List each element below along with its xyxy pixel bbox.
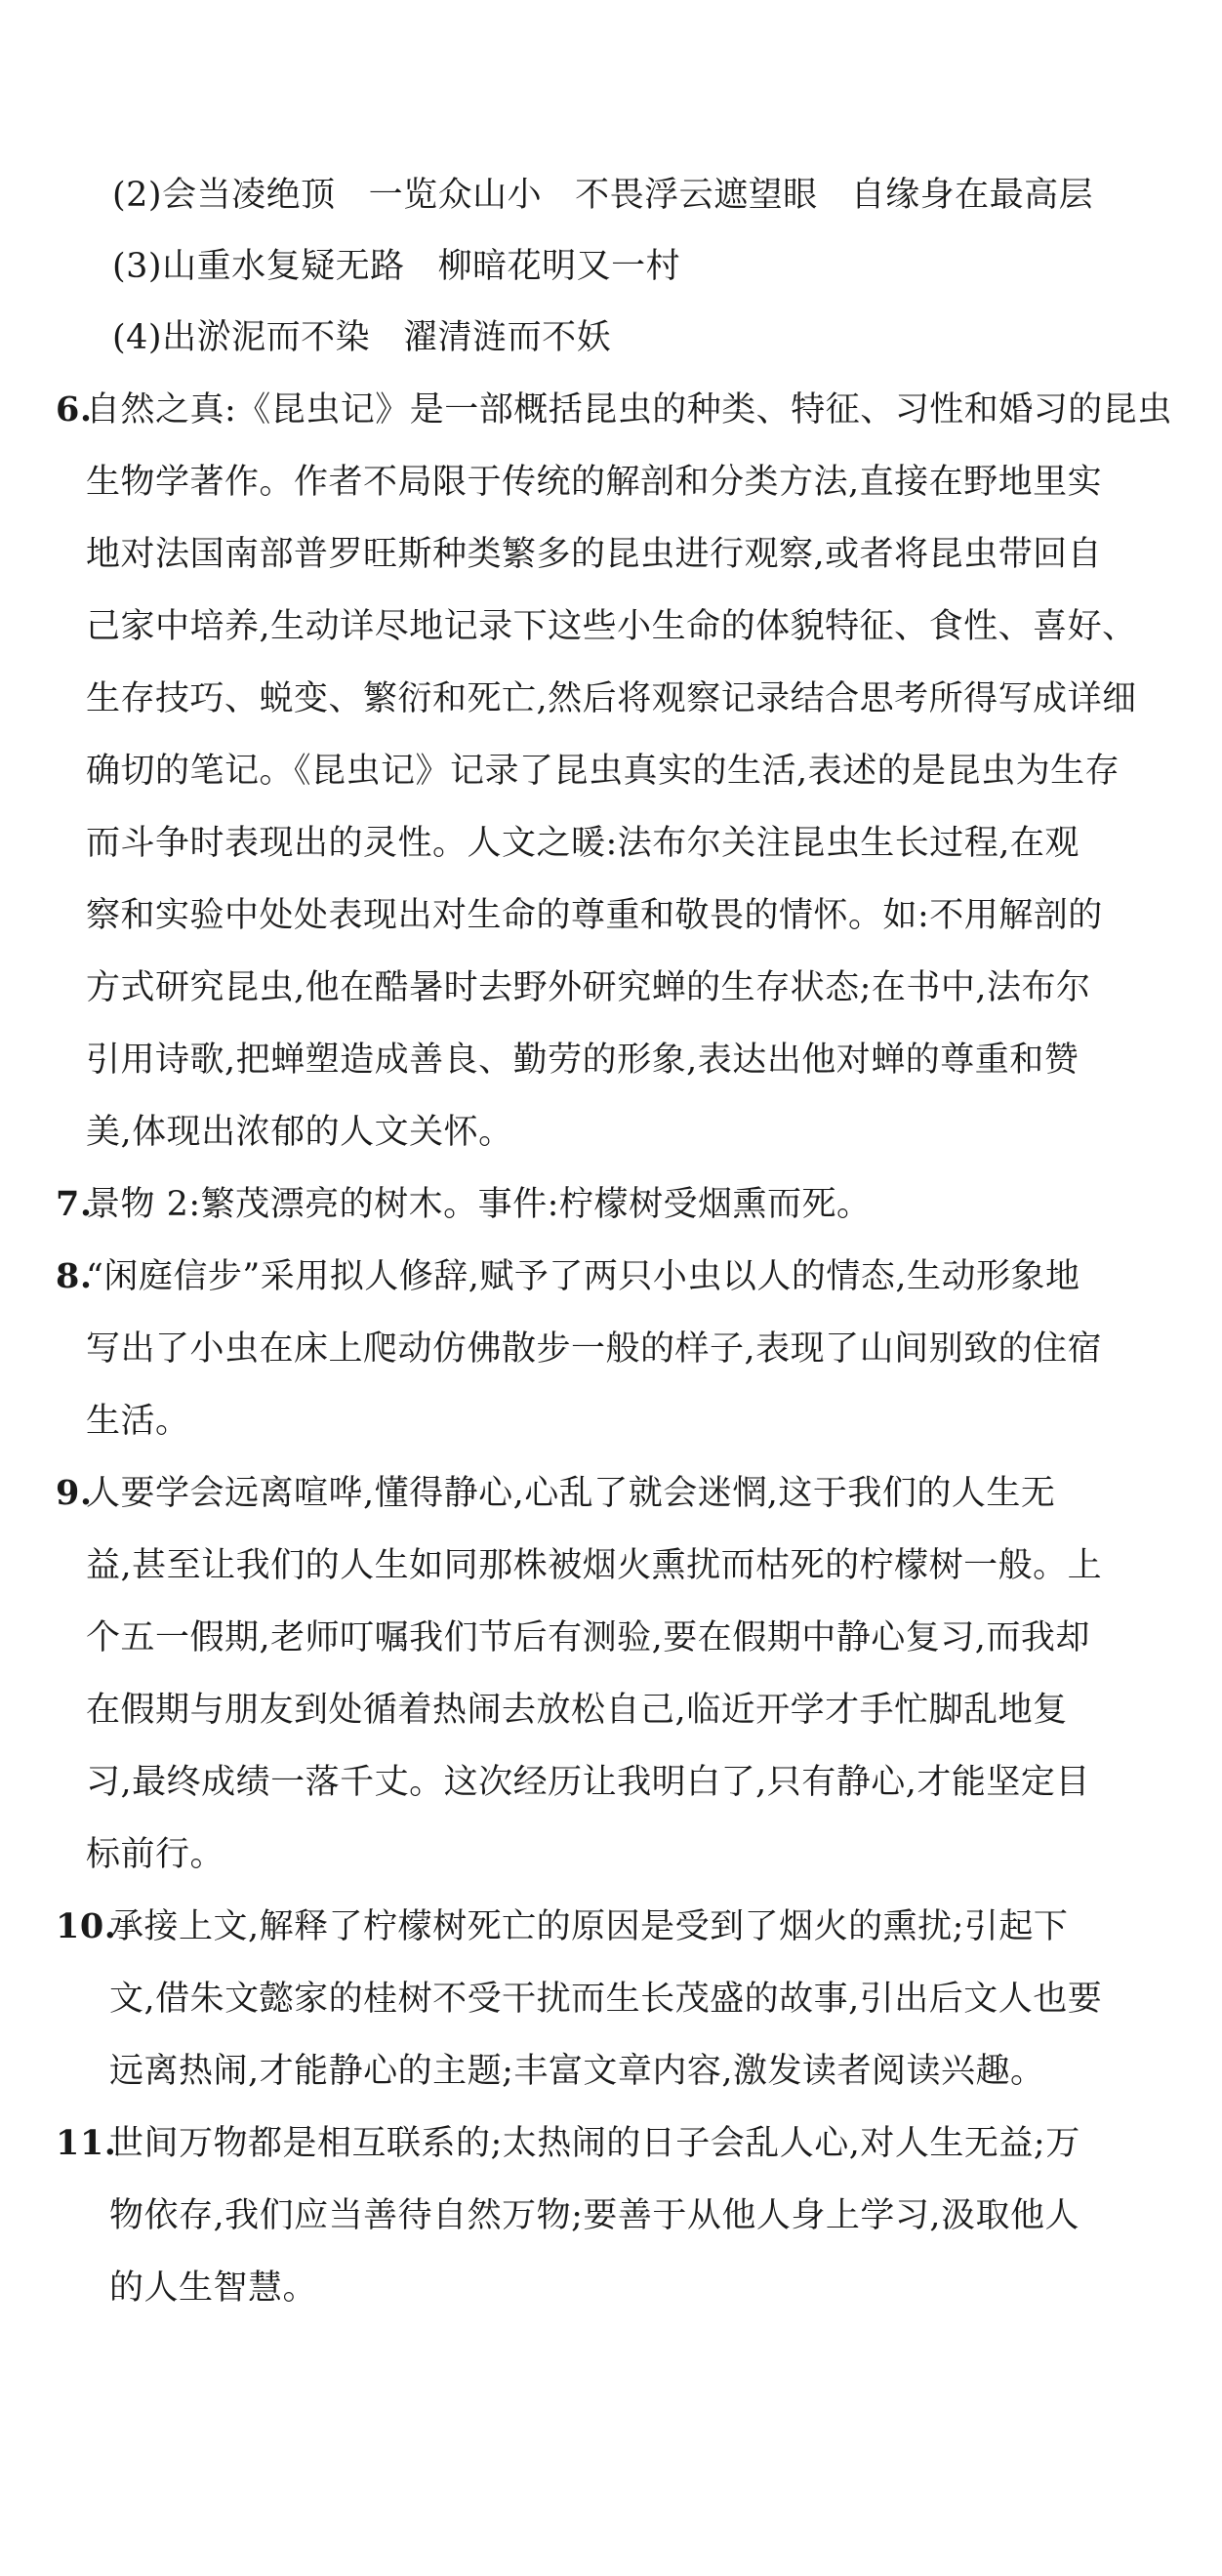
answer-10-line: 承接上文,解释了柠檬树死亡的原因是受到了烟火的熏扰;引起下 (109, 1907, 1069, 1946)
answer-6-line: 己家中培养,生动详尽地记录下这些小生命的体貌特征、食性、喜好、 (86, 607, 1137, 646)
answer-6-line: 美,体现出浓郁的人文关怀。 (86, 1113, 513, 1152)
answer-6-line: 确切的笔记。《昆虫记》记录了昆虫真实的生活,表述的是昆虫为生存 (86, 752, 1120, 791)
poetry-line-2 (112, 174, 1093, 217)
answer-9-line: 益,甚至让我们的人生如同那株被烟火熏扰而枯死的柠檬树一般。上 (86, 1546, 1103, 1585)
answer-9-line: 个五一假期,老师叮嘱我们节后有测验,要在假期中静心复习,而我却 (86, 1618, 1090, 1657)
answer-number-8: 8. (56, 1256, 93, 1296)
poetry-line-4-b: 濯清涟而不妖 (403, 318, 612, 357)
answer-11-line: 的人生智慧。 (109, 2269, 318, 2308)
answer-6-line: 方式研究昆虫,他在酷暑时去野外研究蝉的生存状态;在书中,法布尔 (86, 968, 1091, 1007)
answer-number-9: 9. (56, 1473, 93, 1513)
answer-6-line: 生存技巧、蜕变、繁衍和死亡,然后将观察记录结合思考所得写成详细 (86, 679, 1137, 718)
answer-number-11: 11. (56, 2123, 117, 2163)
answer-6-line: 自然之真:《昆虫记》是一部概括昆虫的种类、特征、习性和婚习的昆虫 (86, 390, 1172, 429)
answer-6-line: 地对法国南部普罗旺斯种类繁多的昆虫进行观察,或者将昆虫带回自 (86, 535, 1103, 574)
answer-9-line: 标前行。 (86, 1835, 225, 1874)
answer-6-line: 察和实验中处处表现出对生命的尊重和敬畏的情怀。如:不用解剖的 (86, 896, 1103, 935)
poetry-line-4-a: (4)出淤泥而不染 (112, 318, 371, 357)
poetry-line-2-a: (2)会当凌绝顶 (112, 176, 336, 215)
poetry-line-4 (112, 316, 611, 359)
answer-11-line: 物依存,我们应当善待自然万物;要善于从他人身上学习,汲取他人 (109, 2196, 1080, 2235)
answer-10-line: 远离热闹,才能静心的主题;丰富文章内容,激发读者阅读兴趣。 (109, 2052, 1045, 2091)
poetry-line-2-b: 一览众山小 (368, 176, 543, 215)
poetry-line-3-b: 柳暗花明又一村 (437, 247, 681, 286)
answer-number-7: 7. (56, 1184, 93, 1224)
answer-9-line: 人要学会远离喧哗,懂得静心,心乱了就会迷惘,这于我们的人生无 (86, 1474, 1056, 1513)
poetry-line-3 (112, 245, 680, 288)
answer-number-6: 6. (56, 389, 93, 429)
answer-6-line: 引用诗歌,把蝉塑造成善良、勤劳的形象,表达出他对蝉的尊重和赞 (86, 1041, 1079, 1080)
answer-7-line: 景物 2:繁茂漂亮的树木。事件:柠檬树受烟熏而死。 (86, 1185, 872, 1224)
answer-number-10: 10. (56, 1906, 117, 1946)
poetry-line-3-a: (3)山重水复疑无路 (112, 247, 405, 286)
answer-8-line: 写出了小虫在床上爬动仿佛散步一般的样子,表现了山间别致的住宿 (86, 1329, 1103, 1369)
answer-6-line: 而斗争时表现出的灵性。人文之暖:法布尔关注昆虫生长过程,在观 (86, 824, 1079, 863)
poetry-line-2-c: 不畏浮云遮望眼 (575, 176, 818, 215)
poetry-line-2-d: 自缘身在最高层 (850, 176, 1094, 215)
answer-11-line: 世间万物都是相互联系的;太热闹的日子会乱人心,对人生无益;万 (109, 2124, 1080, 2163)
answer-8-line: “闲庭信步”采用拟人修辞,赋予了两只小虫以人的情态,生动形象地 (86, 1257, 1080, 1296)
answer-10-line: 文,借朱文懿家的桂树不受干扰而生长茂盛的故事,引出后文人也要 (109, 1980, 1103, 2019)
answer-6-line: 生物学著作。作者不局限于传统的解剖和分类方法,直接在野地里实 (86, 463, 1103, 502)
answer-9-line: 习,最终成绩一落千丈。这次经历让我明白了,只有静心,才能坚定目 (86, 1763, 1090, 1802)
answer-9-line: 在假期与朋友到处循着热闹去放松自己,临近开学才手忙脚乱地复 (86, 1691, 1068, 1730)
answer-8-line: 生活。 (86, 1402, 190, 1441)
